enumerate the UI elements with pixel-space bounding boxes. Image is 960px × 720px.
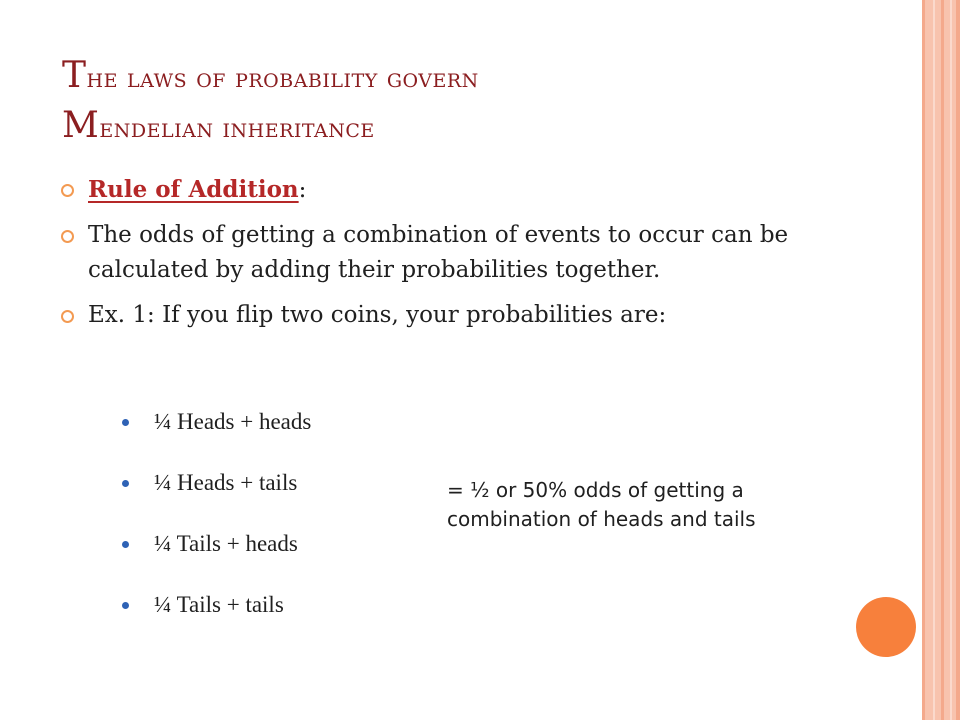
title-line-1 — [62, 52, 902, 102]
list-item — [122, 402, 311, 463]
colon: : — [298, 177, 307, 203]
bullet-dot-icon — [122, 480, 129, 487]
bullet-list — [58, 172, 858, 343]
bullet-dot-icon — [122, 602, 129, 609]
title-text: he laws of probability govern — [86, 63, 479, 94]
title-line-2 — [62, 102, 902, 152]
rule-of-addition-label: Rule of Addition — [88, 176, 299, 203]
outcome-text: ¼ Tails + tails — [154, 592, 284, 617]
stripe — [956, 0, 960, 720]
title-text: endelian inheritance — [99, 113, 375, 144]
list-item — [122, 524, 311, 585]
list-item — [122, 585, 311, 646]
result-note: = ½ or 50% odds of getting a combination of heads and tails — [447, 478, 756, 531]
list-item — [122, 463, 311, 524]
bullet-marker-icon — [61, 310, 74, 323]
bullet-rule — [58, 172, 858, 208]
bullet-dot-icon — [122, 541, 129, 548]
outcome-text: ¼ Heads + heads — [154, 409, 312, 434]
stripe — [950, 0, 952, 720]
bullet-dot-icon — [122, 419, 129, 426]
description-text: The odds of getting a combination of events to occur can be calculated by adding their probabilities together. — [88, 222, 789, 283]
slide-title — [62, 52, 902, 152]
bullet-description — [58, 218, 858, 288]
bullet-example — [58, 298, 858, 333]
bullet-marker-icon — [61, 230, 74, 243]
title-initial: M — [62, 105, 100, 146]
outcome-list — [122, 402, 311, 646]
stripe — [922, 0, 925, 720]
outcome-text: ¼ Heads + tails — [154, 470, 298, 495]
example-text: Ex. 1: If you flip two coins, your probabilities are: — [88, 302, 667, 328]
stripe — [941, 0, 944, 720]
title-initial: T — [62, 55, 87, 96]
accent-circle — [856, 597, 916, 657]
bullet-marker-icon — [61, 184, 74, 197]
outcome-text: ¼ Tails + heads — [154, 531, 298, 556]
stripe — [933, 0, 935, 720]
